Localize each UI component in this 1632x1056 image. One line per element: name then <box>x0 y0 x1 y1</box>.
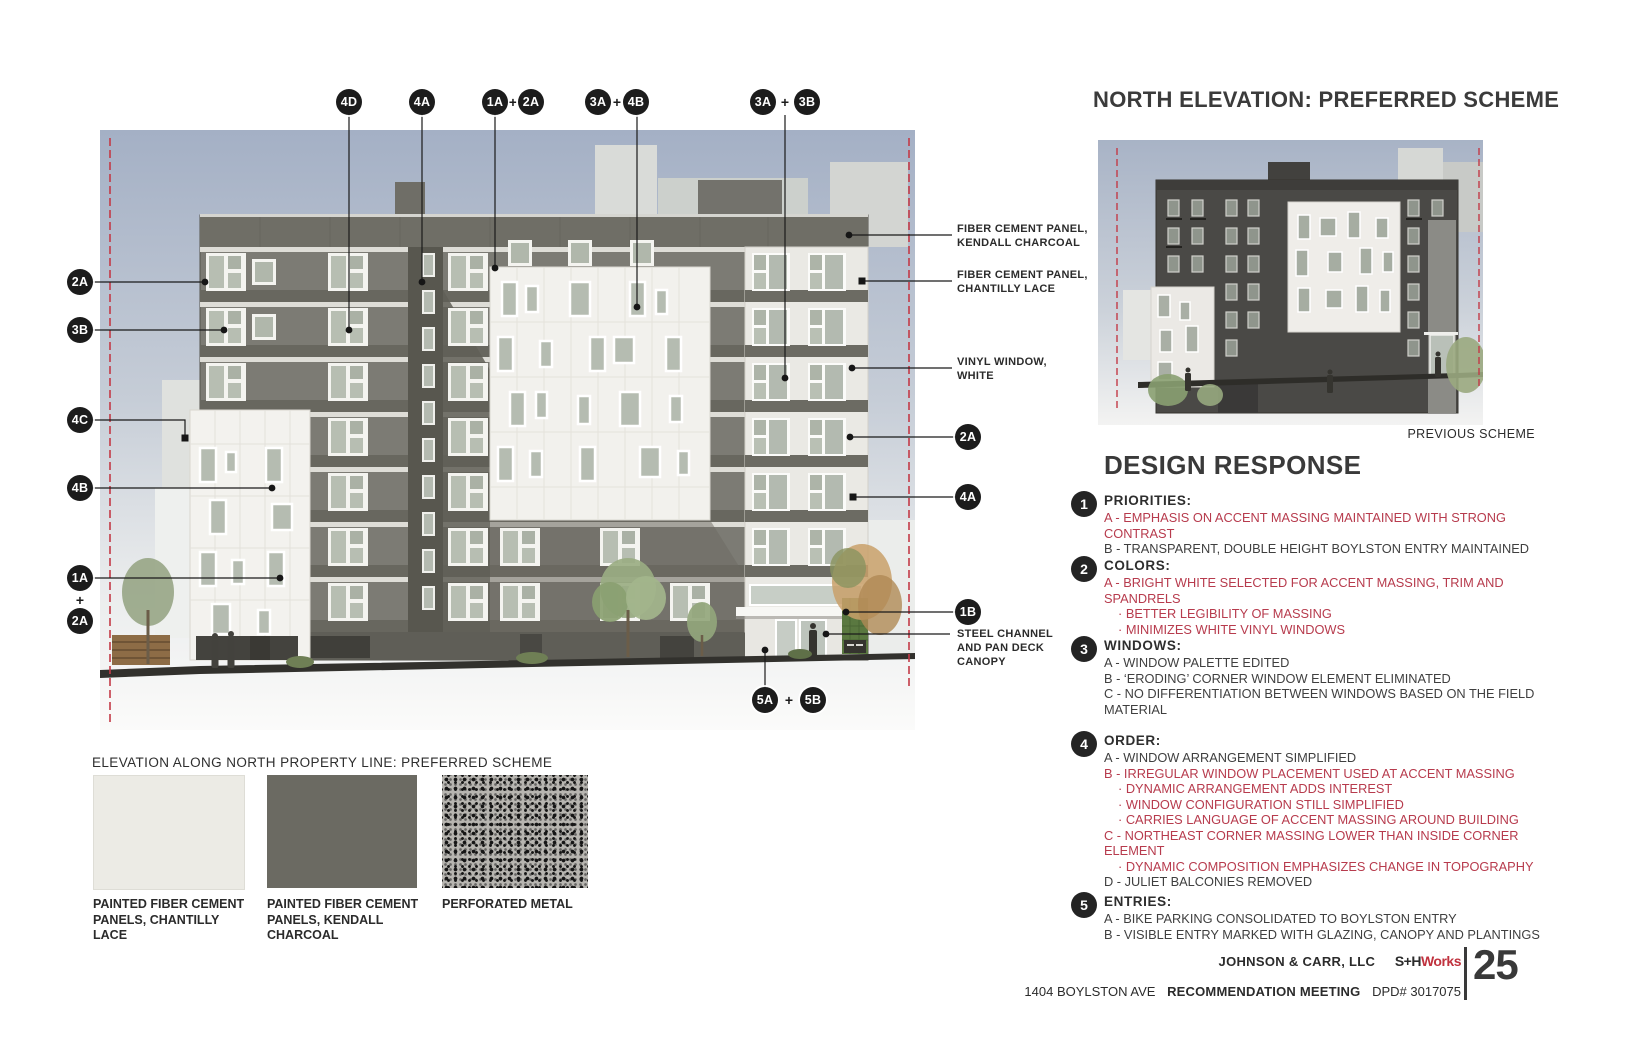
callout-badge-1b-right <box>955 599 981 625</box>
company-name: JOHNSON & CARR, LLC <box>1218 954 1376 969</box>
callout-badge-5a <box>752 687 778 713</box>
annotation-chantilly-lace <box>957 268 1117 296</box>
callout-label: 2A <box>71 275 89 289</box>
list-item: A - WINDOW PALETTE EDITED <box>1104 655 1290 670</box>
list-item: D - JULIET BALCONIES REMOVED <box>1104 874 1313 889</box>
annotation-line: CHANTILLY LACE <box>957 283 1056 295</box>
list-item: A - BIKE PARKING CONSOLIDATED TO BOYLSTON ENTRY <box>1104 911 1457 926</box>
callout-badge-4d <box>336 89 362 115</box>
annotation-line: AND PAN DECK <box>957 642 1045 654</box>
callout-badge-2a2-left <box>67 608 93 634</box>
callout-badge-3b-top <box>794 89 820 115</box>
list-item: · WINDOW CONFIGURATION STILL SIMPLIFIED <box>1118 796 1404 812</box>
callout-label: 4B <box>71 481 89 495</box>
callout-label: 5A <box>756 693 774 707</box>
callout-label: 1A <box>486 95 504 109</box>
annotation-line: VINYL WINDOW, <box>957 356 1047 368</box>
section-number-badge: 1 <box>1071 491 1097 517</box>
annotation-line: CANOPY <box>957 656 1006 668</box>
callout-badge-4c-left <box>67 407 93 433</box>
list-item: B - VISIBLE ENTRY MARKED WITH GLAZING, CANOPY AND PLANTINGS <box>1104 926 1540 942</box>
callout-badge-5b <box>800 687 826 713</box>
page-title: NORTH ELEVATION: PREFERRED SCHEME <box>1093 87 1560 112</box>
callout-badge-1a-top <box>482 89 508 115</box>
annotation-line: FIBER CEMENT PANEL, <box>957 223 1088 235</box>
callout-label: 3B <box>798 95 816 109</box>
previous-scheme-caption: PREVIOUS SCHEME <box>1407 427 1535 441</box>
callout-label: 3A <box>754 95 772 109</box>
list-item: A - WINDOW ARRANGEMENT SIMPLIFIED <box>1104 750 1357 765</box>
annotation-line: FIBER CEMENT PANEL, <box>957 269 1088 281</box>
callout-label: 4B <box>627 95 645 109</box>
swatch-chantilly-lace <box>93 775 245 890</box>
meeting-type: RECOMMENDATION MEETING <box>1167 984 1361 999</box>
architect-brand-prefix: S+H <box>1394 953 1421 969</box>
footer-company-line <box>1219 953 1461 969</box>
section-number-badge: 5 <box>1071 892 1097 918</box>
design-response-section-entries <box>1071 894 1559 942</box>
callout-label: 4A <box>959 490 977 504</box>
callout-label: 4D <box>340 95 358 109</box>
design-response-section-priorities <box>1071 493 1559 557</box>
list-item: C - NORTHEAST CORNER MASSING LOWER THAN INSIDE CORNER ELEMENT <box>1104 827 1519 858</box>
list-item: · CARRIES LANGUAGE OF ACCENT MASSING AROUND BUILDING <box>1118 812 1519 827</box>
list-item: C - NO DIFFERENTIATION BETWEEN WINDOWS BASED ON THE FIELD MATERIAL <box>1104 686 1535 717</box>
list-item: B - IRREGULAR WINDOW PLACEMENT USED AT ACCENT MASSING <box>1104 765 1515 781</box>
page-number: 25 <box>1473 941 1518 988</box>
callout-badge-3a-top <box>585 89 611 115</box>
swatch-perforated-metal <box>442 775 588 888</box>
design-response-section-order <box>1071 733 1559 890</box>
left-accent-massing <box>190 410 310 660</box>
annotation-kendall-charcoal <box>957 222 1117 250</box>
callout-badge-3b-left <box>67 317 93 343</box>
callout-badge-3a2-top <box>750 89 776 115</box>
plus-sign: + <box>780 94 790 110</box>
list-item: · BETTER LEGIBILITY OF MASSING <box>1118 606 1332 621</box>
callout-badge-2a-top <box>518 89 544 115</box>
callout-label: 4C <box>71 413 89 427</box>
callout-badge-4a-top <box>409 89 435 115</box>
callout-badge-2a-right <box>955 424 981 450</box>
callout-label: 2A <box>959 430 977 444</box>
section-heading: PRIORITIES: <box>1104 493 1192 508</box>
list-item: A - EMPHASIS ON ACCENT MASSING MAINTAINED WITH STRONG CONTRAST <box>1104 510 1506 541</box>
plus-sign: + <box>508 94 518 110</box>
north-elevation-drawing <box>100 130 915 730</box>
list-item: A - BRIGHT WHITE SELECTED FOR ACCENT MASSING, TRIM AND SPANDRELS <box>1104 575 1504 606</box>
callout-label: 5B <box>804 693 822 707</box>
callout-label: 1B <box>959 605 977 619</box>
design-response-section-windows <box>1071 638 1559 717</box>
callout-label: 2A <box>71 614 89 628</box>
footer-divider <box>1464 947 1467 1000</box>
callout-badge-4a-right <box>955 484 981 510</box>
callout-badge-4b-left <box>67 475 93 501</box>
callout-label: 2A <box>522 95 540 109</box>
plus-sign: + <box>784 692 794 708</box>
swatch-label-kendall: PAINTED FIBER CEMENT PANELS, KENDALL CHARCOAL <box>267 897 419 942</box>
list-item: B - ‘ERODING’ CORNER WINDOW ELEMENT ELIMINATED <box>1104 670 1451 686</box>
architect-brand-suffix: Works <box>1420 953 1461 969</box>
callout-badge-2a-left <box>67 269 93 295</box>
swatch-kendall-charcoal <box>267 775 417 888</box>
callout-label: 3B <box>71 323 89 337</box>
section-number-badge: 2 <box>1071 556 1097 582</box>
swatch-label-chantilly: PAINTED FIBER CEMENT PANELS, CHANTILLY LACE <box>93 897 245 942</box>
footer-project-line <box>1024 984 1461 999</box>
project-address: 1404 BOYLSTON AVE <box>1024 984 1156 999</box>
plus-sign: + <box>75 592 85 608</box>
callout-badge-1a-left <box>67 565 93 591</box>
list-item: · DYNAMIC ARRANGEMENT ADDS INTEREST <box>1118 781 1393 796</box>
design-response-section-colors <box>1071 558 1559 637</box>
section-heading: ENTRIES: <box>1104 894 1172 909</box>
callout-label: 1A <box>71 571 89 585</box>
elevation-caption: ELEVATION ALONG NORTH PROPERTY LINE: PREFERRED SCHEME <box>92 755 553 770</box>
section-number-badge: 4 <box>1071 731 1097 757</box>
section-heading: WINDOWS: <box>1104 638 1182 653</box>
list-item: · DYNAMIC COMPOSITION EMPHASIZES CHANGE IN TOPOGRAPHY <box>1118 858 1534 874</box>
permit-number: DPD# 3017075 <box>1372 984 1461 999</box>
annotation-line: KENDALL CHARCOAL <box>957 237 1081 249</box>
plus-sign: + <box>612 94 622 110</box>
section-heading: COLORS: <box>1104 558 1171 573</box>
previous-scheme-drawing <box>1098 140 1483 425</box>
callout-label: 4A <box>413 95 431 109</box>
annotation-vinyl-window <box>957 355 1117 383</box>
annotation-line: WHITE <box>957 370 994 382</box>
annotation-line: STEEL CHANNEL <box>957 628 1053 640</box>
swatch-label-perforated: PERFORATED METAL <box>442 897 573 911</box>
section-number-badge: 3 <box>1071 636 1097 662</box>
design-response-title: DESIGN RESPONSE <box>1104 450 1362 480</box>
list-item: · MINIMIZES WHITE VINYL WINDOWS <box>1118 621 1346 637</box>
callout-label: 3A <box>589 95 607 109</box>
callout-badge-4b-top <box>623 89 649 115</box>
center-accent-massing <box>490 267 710 520</box>
section-heading: ORDER: <box>1104 733 1161 748</box>
list-item: B - TRANSPARENT, DOUBLE HEIGHT BOYLSTON ENTRY MAINTAINED <box>1104 541 1529 556</box>
